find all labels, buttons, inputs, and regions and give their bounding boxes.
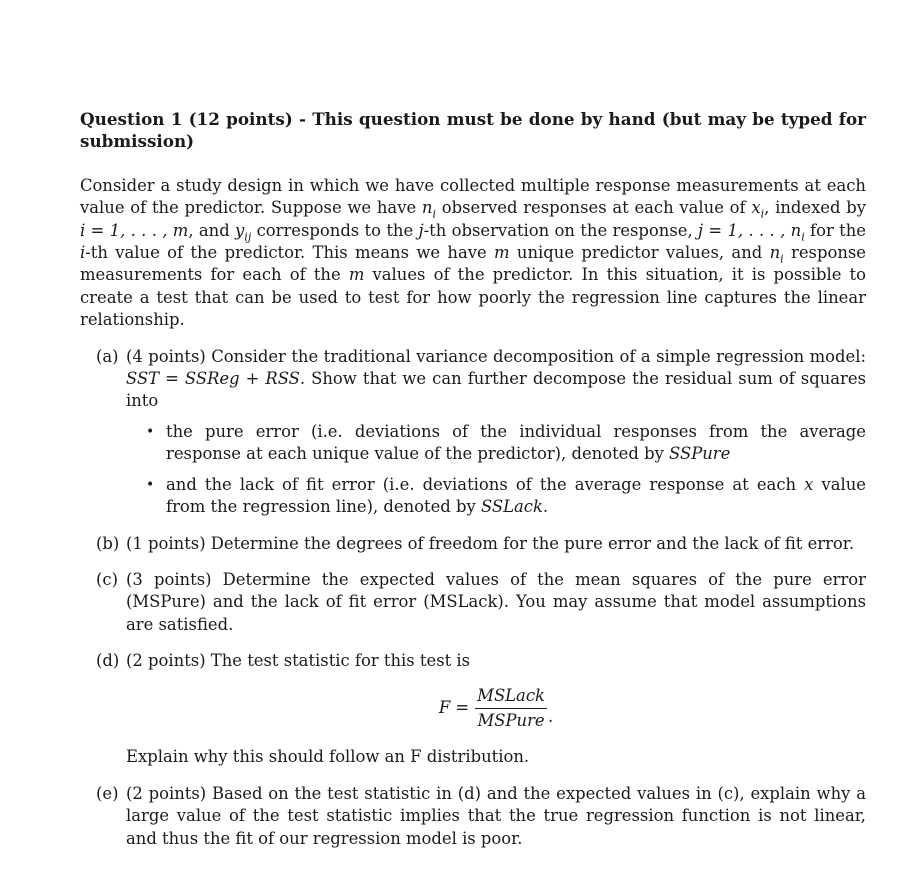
math-sspure: SSPure — [669, 444, 731, 464]
bullet-text: value from the regression line), denoted by — [166, 474, 866, 517]
math-x: x — [804, 474, 814, 494]
math-y-subscript: ij — [244, 229, 252, 243]
part-d — [80, 650, 866, 769]
part-c-text: (3 points) Determine the expected values of the mean squares of the pure error (MSPure) and the lack of fit error (MSLack). You may assume that model assumptions are satisfied. — [126, 569, 866, 634]
math-index-j-subscript: i — [801, 229, 805, 243]
math-n-base: n — [769, 243, 781, 263]
part-label: (a) — [96, 346, 119, 366]
bullet-dot-icon: • — [146, 476, 155, 493]
decomposition-list — [126, 421, 866, 519]
math-sslack: SSLack — [480, 497, 543, 517]
part-label: (d) — [96, 651, 120, 671]
intro-text: Consider a study design in which we have collected multiple response measurements at each value of the predictor. Suppose we have — [80, 175, 866, 218]
bullet-pure-error — [126, 421, 866, 466]
math-y — [235, 220, 252, 243]
bullet-text: and the lack of fit error (i.e. deviations of the average response at each — [166, 474, 805, 494]
math-n-base: n — [421, 198, 433, 218]
question-document — [80, 108, 866, 864]
question-parts — [80, 346, 866, 850]
math-x-base: x — [751, 198, 761, 218]
math-n-subscript: i — [780, 252, 784, 266]
part-d-followup: Explain why this should follow an F distribution. — [126, 747, 530, 767]
intro-text: response measurements for each of the — [80, 243, 866, 285]
part-a — [80, 346, 866, 519]
math-j: j — [418, 220, 424, 240]
intro-text: -th observation on the response, — [423, 220, 698, 240]
intro-text: , and — [188, 220, 236, 240]
part-label: (b) — [96, 533, 120, 553]
math-n — [421, 198, 436, 221]
intro-paragraph — [80, 175, 866, 332]
math-n — [769, 243, 784, 266]
part-b — [80, 533, 866, 555]
part-e-text: (2 points) Based on the test statistic in (d) and the expected values in (c), explain why a large value of the test statistic implies that the true regression function is not linear, and thus the fit of our regression model is poor. — [126, 783, 866, 848]
intro-text: , indexed by — [764, 198, 866, 218]
part-b-text: (1 points) Determine the degrees of freedom for the pure error and the lack of fit error. — [126, 533, 855, 553]
intro-text: -th value of the predictor. This means we have — [85, 243, 495, 263]
intro-text: values of the predictor. In this situation, it is possible to create a test that can be used to test for how poorly the regression line captures the linear relationship. — [80, 265, 866, 330]
math-x-subscript: i — [760, 207, 765, 221]
math-m: m — [348, 265, 365, 285]
variance-decomposition-equation: SST = SSReg + RSS — [126, 369, 300, 389]
math-index-j — [698, 220, 805, 243]
intro-text: observed responses at each value of — [435, 198, 752, 218]
part-label: (c) — [96, 569, 118, 589]
fraction-numerator: MSLack — [475, 685, 547, 709]
intro-text: for the — [804, 220, 866, 240]
fraction — [475, 685, 547, 733]
math-i: i — [80, 243, 86, 263]
bullet-dot-icon: • — [146, 423, 155, 440]
math-n-subscript: i — [432, 207, 436, 221]
question-heading: Question 1 (12 points) - This question must be done by hand (but may be typed for submission) — [80, 109, 866, 152]
math-index-i: i = 1, . . . , m — [80, 220, 189, 240]
part-label: (e) — [96, 783, 119, 803]
equation-lhs: F = — [438, 698, 470, 718]
fraction-denominator: MSPure — [477, 710, 545, 730]
test-statistic-equation — [126, 685, 866, 733]
intro-text: unique predictor values, and — [509, 243, 770, 263]
part-d-text: (2 points) The test statistic for this test is — [126, 651, 471, 671]
math-index-j-base: j = 1, . . . , n — [698, 220, 802, 240]
bullet-text: the pure error (i.e. deviations of the individual responses from the average response at each unique value of the predictor), denoted by — [166, 421, 866, 464]
part-c — [80, 569, 866, 636]
math-m: m — [494, 243, 510, 263]
part-a-text: . Show that we can further decompose the residual sum of squares into — [126, 369, 866, 411]
part-a-text: (4 points) Consider the traditional variance decomposition of a simple regression model: — [126, 346, 866, 366]
math-x — [751, 198, 765, 221]
intro-text: corresponds to the — [251, 220, 419, 240]
part-e — [80, 783, 866, 850]
bullet-lack-of-fit — [126, 474, 866, 519]
math-y-base: y — [235, 220, 245, 240]
equation-period: . — [547, 706, 554, 726]
bullet-text: . — [542, 497, 549, 517]
